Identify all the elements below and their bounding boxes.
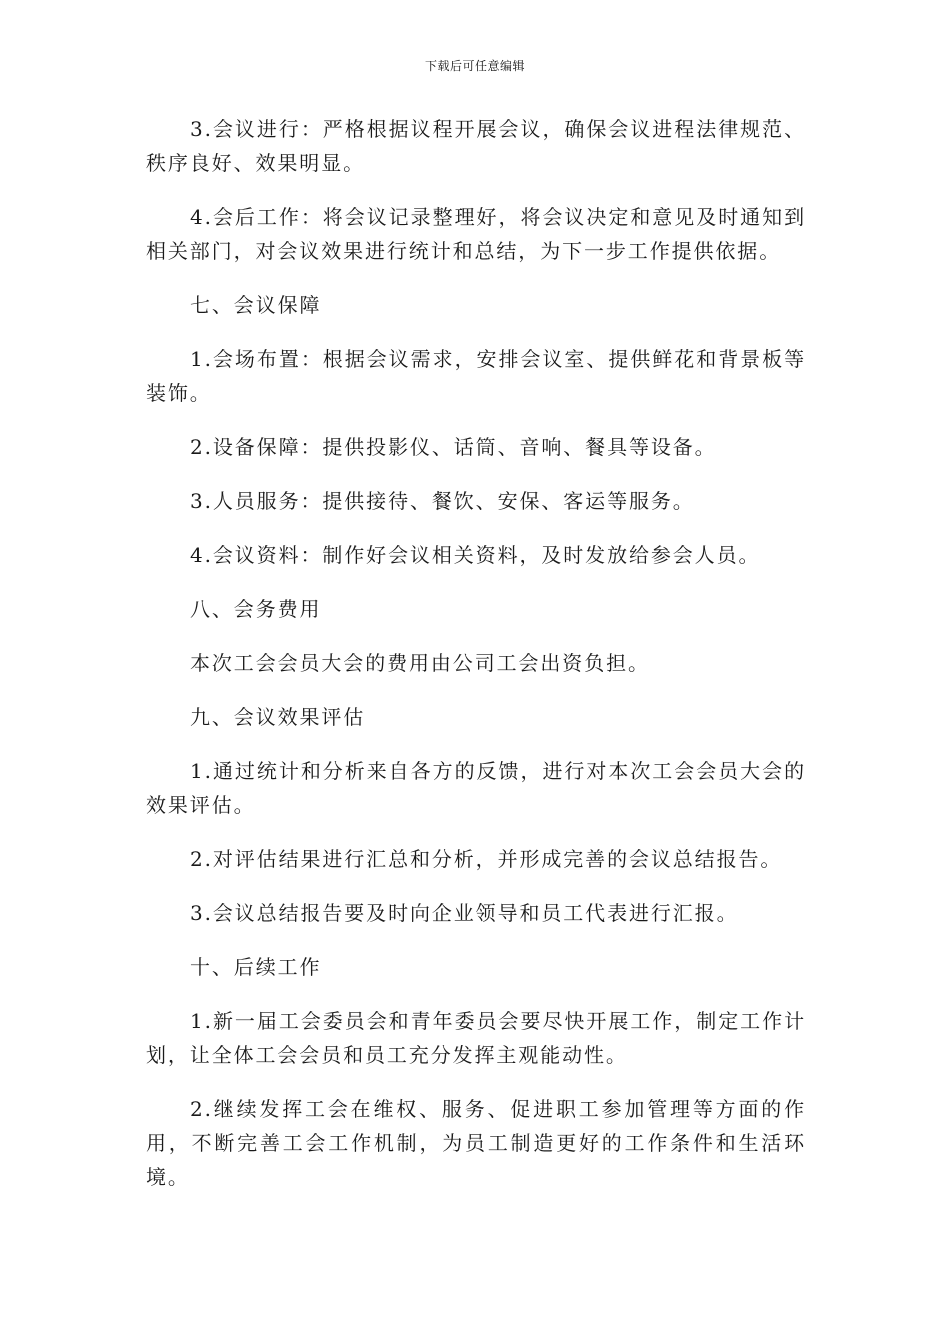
paragraph-staff-service: 3.人员服务：提供接待、餐饮、安保、客运等服务。	[190, 489, 695, 513]
paragraph-evaluation-3: 3.会议总结报告要及时向企业领导和员工代表进行汇报。	[190, 901, 739, 925]
paragraph-evaluation-1: 1.通过统计和分析来自各方的反馈，进行对本次工会会员大会的效果评估。	[146, 759, 806, 817]
paragraph-equipment: 2.设备保障：提供投影仪、话筒、音响、餐具等设备。	[190, 435, 717, 459]
paragraph-expenses: 本次工会会员大会的费用由公司工会出资负担。	[190, 651, 650, 675]
paragraph-post-meeting: 4.会后工作：将会议记录整理好，将会议决定和意见及时通知到相关部门，对会议效果进行统计和总结，为下一步工作提供依据。	[146, 205, 806, 263]
document-body	[146, 112, 806, 1214]
paragraph-materials: 4.会议资料：制作好会议相关资料，及时发放给参会人员。	[190, 543, 761, 567]
section-heading-expenses: 八、会务费用	[190, 597, 322, 621]
section-heading-evaluation: 九、会议效果评估	[190, 705, 366, 729]
paragraph-evaluation-2: 2.对评估结果进行汇总和分析，并形成完善的会议总结报告。	[190, 847, 783, 871]
section-heading-guarantee: 七、会议保障	[190, 293, 322, 317]
paragraph-venue: 1.会场布置：根据会议需求，安排会议室、提供鲜花和背景板等装饰。	[146, 347, 806, 405]
paragraph-meeting-progress: 3.会议进行：严格根据议程开展会议，确保会议进程法律规范、秩序良好、效果明显。	[146, 117, 806, 175]
section-heading-followup: 十、后续工作	[190, 955, 322, 979]
page-header: 下载后可任意编辑	[424, 59, 525, 73]
paragraph-followup-2: 2.继续发挥工会在维权、服务、促进职工参加管理等方面的作用，不断完善工会工作机制，为员工制造更好的工作条件和生活环境。	[146, 1097, 806, 1189]
paragraph-followup-1: 1.新一届工会委员会和青年委员会要尽快开展工作，制定工作计划，让全体工会会员和员工充分发挥主观能动性。	[146, 1009, 806, 1067]
